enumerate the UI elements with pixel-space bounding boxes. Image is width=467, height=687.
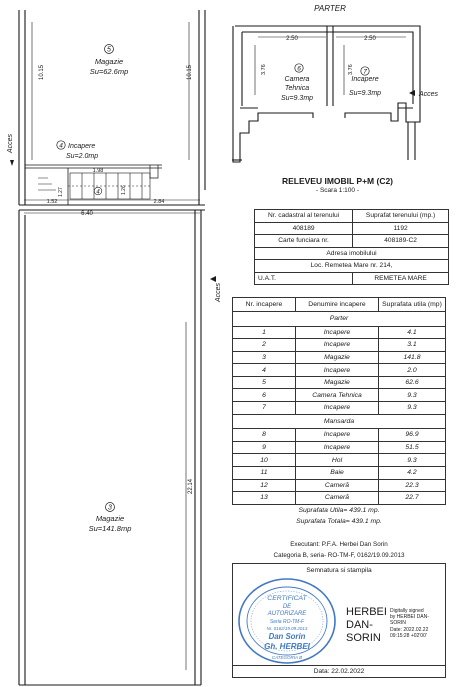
room4-number: 4 — [59, 142, 63, 150]
signature-box-title: Semnatura si stampila — [306, 567, 372, 574]
room4-area: Su=2.0mp — [66, 153, 99, 160]
row-nr: 1 — [233, 326, 296, 339]
row-name: Cameră — [296, 492, 379, 505]
stamp-line-4: Nr. 0162/19.09.2013 — [266, 626, 308, 631]
acces-arrow-mid-icon — [210, 276, 216, 282]
signer-name-line: HERBEI — [346, 606, 387, 618]
signer-name — [346, 606, 387, 645]
dim-127: 1.27 — [58, 187, 64, 197]
room6-area: Su=9.3mp — [280, 95, 314, 102]
dim-2214: 22.14 — [188, 478, 194, 494]
cad-header-nr: Nr. cadastral al terenului — [255, 210, 353, 223]
dim-376-a: 3.76 — [261, 64, 267, 75]
row-area: 9.3 — [379, 389, 446, 402]
dim-152: 1.52 — [46, 199, 58, 205]
row-area: 62.6 — [379, 376, 446, 389]
acces-arrow-left-icon — [10, 160, 14, 166]
section-parter: Parter — [233, 312, 446, 327]
table-row — [233, 351, 446, 364]
row-name: Baie — [296, 466, 379, 479]
rooms-table — [232, 297, 446, 527]
digital-line: Date: 2022.02.22 — [390, 626, 429, 633]
document-title: RELEVEU IMOBIL P+M (C2) — [281, 176, 394, 186]
row-area: 51.5 — [379, 441, 446, 454]
main-plan — [19, 10, 205, 685]
dim-1015-b: 10.15 — [187, 64, 193, 80]
room6-name: Camera — [284, 76, 310, 83]
room6-number: 6 — [297, 65, 301, 73]
table-row — [233, 402, 446, 415]
row-name: Incapere — [296, 429, 379, 442]
row-nr: 13 — [233, 492, 296, 505]
cadastral-table — [254, 209, 449, 285]
digital-line: SORIN — [390, 620, 406, 627]
row-area: 141.8 — [379, 351, 446, 364]
row-name: Magazie — [296, 376, 379, 389]
row-nr: 5 — [233, 376, 296, 389]
row-area: 22.3 — [379, 479, 446, 492]
row-name: Incapere — [296, 441, 379, 454]
digital-line: by HERBEI DAN- — [390, 614, 429, 621]
parter-label: PARTER — [314, 4, 346, 13]
table-row — [233, 339, 446, 352]
upper-plan — [232, 26, 420, 162]
row-area: 9.3 — [379, 454, 446, 467]
room3-area: Su=141.8mp — [88, 524, 132, 533]
row-nr: 10 — [233, 454, 296, 467]
table-row — [233, 441, 446, 454]
rooms-header-nr: Nr. incapere — [233, 298, 296, 312]
total-totala: Suprafata Totala= 439.1 mp. — [296, 517, 382, 525]
table-row — [233, 389, 446, 402]
room3-number: 3 — [108, 504, 112, 512]
cad-address-value: Loc. Remetea Mare nr. 214, — [255, 260, 449, 273]
acces-arrow-right-icon — [409, 90, 415, 96]
table-row — [233, 326, 446, 339]
acces-mid-label: Acces — [215, 282, 222, 302]
cad-cf-value: 408189-C2 — [353, 235, 449, 248]
stamp-line-6: Gh. HERBEI — [264, 642, 310, 651]
row-nr: 7 — [233, 402, 296, 415]
room5-number: 5 — [107, 46, 111, 54]
dim-250-a: 2.50 — [286, 36, 298, 42]
stamp-line-2: AUTORIZARE — [267, 611, 307, 617]
digital-line: Digitally signed — [390, 608, 424, 614]
title-block — [230, 176, 445, 194]
stamp-line-1: DE — [282, 604, 292, 610]
row-nr: 8 — [233, 429, 296, 442]
row-area: 4.1 — [379, 326, 446, 339]
section-mansarda: Mansarda — [233, 414, 446, 429]
dim-376-b: 3.76 — [348, 64, 354, 75]
stamp-line-3: Seria RO-TM-F — [269, 619, 305, 625]
room6-name2: Tehnica — [284, 85, 310, 92]
cad-uat-value: REMETEA MARE — [353, 272, 449, 285]
main-dimensions — [24, 22, 200, 670]
rooms-header-name: Denumire incapere — [296, 298, 379, 312]
cad-uat-label: U.A.T. — [255, 272, 353, 285]
table-row — [233, 454, 446, 467]
acces-left-label: Acces — [7, 133, 14, 153]
rooms-header-area: Suprafata utila (mp) — [379, 298, 446, 312]
room7-area: Su=9.3mp — [348, 90, 382, 97]
stamp-line-5: Dan Sorin — [268, 632, 306, 641]
row-area: 96.9 — [379, 429, 446, 442]
row-name: Magazie — [296, 351, 379, 364]
dim-126: 1.26 — [121, 185, 127, 195]
table-row — [233, 364, 446, 377]
cad-header-supr: Suprafat terenului (mp.) — [353, 210, 449, 223]
document-scale: - Scara 1:100 - — [316, 187, 359, 194]
stair-arrows — [38, 178, 56, 190]
row-name: Incapere — [296, 402, 379, 415]
room4-name: Incapere — [68, 143, 96, 150]
digital-signature-note — [390, 608, 429, 639]
row-name: Cameră — [296, 479, 379, 492]
dim-198: 1.98 — [92, 168, 104, 174]
digital-line: 09:15:28 +02'00' — [390, 632, 427, 639]
stamp-line-7: CATEGORIA B — [271, 655, 303, 660]
row-name: Incapere — [296, 339, 379, 352]
row-area: 22.7 — [379, 492, 446, 505]
row-nr: 11 — [233, 466, 296, 479]
row-nr: 12 — [233, 479, 296, 492]
table-row — [233, 429, 446, 442]
upper-dimensions — [255, 37, 406, 95]
row-area: 2.0 — [379, 364, 446, 377]
signer-name-line: DAN- — [346, 619, 373, 631]
row-name: Incapere — [296, 326, 379, 339]
table-row — [233, 479, 446, 492]
signature-date: Data: 22.02.2022 — [233, 665, 445, 677]
room5-name: Magazie — [94, 57, 124, 66]
dim-250-b: 2.50 — [364, 36, 376, 42]
row-area: 4.2 — [379, 466, 446, 479]
row-name: Incapere — [296, 364, 379, 377]
table-row — [233, 492, 446, 505]
room5-area: Su=62.6mp — [89, 67, 129, 76]
executor-info — [232, 540, 446, 561]
cad-address-label: Adresa imobilului — [255, 247, 449, 260]
table-row — [233, 466, 446, 479]
table-row — [233, 376, 446, 389]
dim-284: 2.84 — [153, 199, 165, 205]
row-nr: 3 — [233, 351, 296, 364]
dim-1015-a: 10.15 — [39, 64, 45, 80]
row-nr: 4 — [233, 364, 296, 377]
certificate-stamp-icon — [235, 575, 347, 667]
row-nr: 6 — [233, 389, 296, 402]
total-utila: Suprafata Utila= 439.1 mp. — [298, 506, 380, 514]
executor-line2: Categoria B, seria- RO-TM-F, 0162/19.09.2013 — [273, 551, 405, 559]
signer-name-line: SORIN — [346, 632, 381, 644]
stair-room-number: 4 — [96, 189, 100, 196]
room7-name: Incapere — [351, 76, 379, 83]
room3-name: Magazie — [95, 514, 125, 523]
row-nr: 2 — [233, 339, 296, 352]
dim-640: 6.40 — [81, 211, 93, 217]
cad-cf-label: Carte funciara nr. — [255, 235, 353, 248]
room7-number: 7 — [363, 68, 367, 76]
row-nr: 9 — [233, 441, 296, 454]
executor-line1: Executant: P.F.A. Herbei Dan Sorin — [290, 541, 388, 548]
row-name: Hol — [296, 454, 379, 467]
row-area: 3.1 — [379, 339, 446, 352]
cad-nr-value: 408189 — [255, 222, 353, 235]
cad-supr-value: 1192 — [353, 222, 449, 235]
stamp-line-0: CERTIFICAT — [267, 595, 307, 602]
acces-right-label: Acces — [419, 91, 439, 98]
row-area: 9.3 — [379, 402, 446, 415]
row-name: Camera Tehnica — [296, 389, 379, 402]
stair-hatch — [68, 173, 150, 199]
signature-box — [232, 563, 446, 678]
